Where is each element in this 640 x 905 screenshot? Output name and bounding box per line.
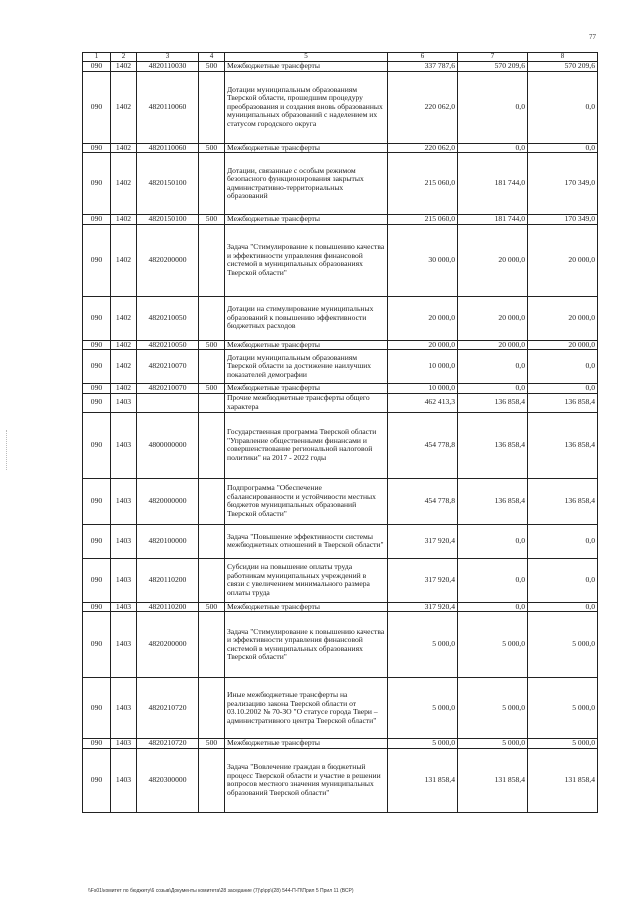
table-row: [83, 524, 598, 558]
cell-target-code: 4820110200: [137, 558, 199, 602]
header-cell: 2: [111, 53, 137, 62]
cell-section-code: 1402: [111, 71, 137, 143]
cell-amount-1: 317 920,4: [388, 524, 458, 558]
cell-ministry-code: 090: [83, 739, 111, 749]
cell-expense-type: [199, 393, 225, 412]
cell-description: Дотации, связанные с особым режимом безопасного функционирования закрытых административно-территориальных образований: [225, 153, 388, 215]
table-row: [83, 558, 598, 602]
cell-section-code: 1402: [111, 296, 137, 340]
cell-amount-3: 170 349,0: [528, 215, 598, 225]
cell-target-code: 4800000000: [137, 412, 199, 478]
cell-section-code: 1402: [111, 224, 137, 296]
header-cell: 3: [137, 53, 199, 62]
cell-description: Государственная программа Тверской области "Управление общественными финансами и совершенствование региональной налоговой политики" на 2017 - 2022 годы: [225, 412, 388, 478]
cell-amount-1: 215 060,0: [388, 153, 458, 215]
table-row: [83, 412, 598, 478]
cell-target-code: 4820110060: [137, 71, 199, 143]
cell-amount-2: 570 209,6: [458, 62, 528, 72]
cell-target-code: 4820300000: [137, 748, 199, 812]
cell-section-code: 1403: [111, 412, 137, 478]
cell-ministry-code: 090: [83, 524, 111, 558]
cell-ministry-code: 090: [83, 340, 111, 350]
cell-expense-type: 500: [199, 62, 225, 72]
cell-expense-type: 500: [199, 340, 225, 350]
cell-amount-2: 181 744,0: [458, 153, 528, 215]
cell-ministry-code: 090: [83, 412, 111, 478]
cell-ministry-code: 090: [83, 748, 111, 812]
cell-expense-type: [199, 296, 225, 340]
cell-description: Дотации муниципальным образованиям Тверской области, прошедшим процедуру преобразования и создания вновь образованных муниципальных образований с наделением их статусом городского округа: [225, 71, 388, 143]
cell-amount-1: 454 778,8: [388, 478, 458, 524]
cell-amount-2: 136 858,4: [458, 393, 528, 412]
cell-expense-type: 500: [199, 215, 225, 225]
cell-amount-3: 136 858,4: [528, 412, 598, 478]
cell-amount-1: 5 000,0: [388, 612, 458, 678]
cell-amount-3: 0,0: [528, 143, 598, 153]
cell-amount-3: 170 349,0: [528, 153, 598, 215]
cell-description: Межбюджетные трансферты: [225, 143, 388, 153]
cell-amount-2: 20 000,0: [458, 224, 528, 296]
cell-description: Межбюджетные трансферты: [225, 739, 388, 749]
cell-ministry-code: 090: [83, 215, 111, 225]
header-cell: 4: [199, 53, 225, 62]
cell-amount-1: 220 062,0: [388, 143, 458, 153]
table-row: [83, 71, 598, 143]
cell-section-code: 1403: [111, 748, 137, 812]
cell-amount-3: 136 858,4: [528, 393, 598, 412]
table-row: [83, 748, 598, 812]
cell-amount-1: 454 778,8: [388, 412, 458, 478]
cell-amount-2: 0,0: [458, 384, 528, 394]
cell-amount-1: 20 000,0: [388, 340, 458, 350]
cell-expense-type: [199, 678, 225, 739]
cell-amount-2: 5 000,0: [458, 739, 528, 749]
cell-ministry-code: 090: [83, 224, 111, 296]
cell-amount-1: 462 413,3: [388, 393, 458, 412]
cell-target-code: 4820210050: [137, 296, 199, 340]
cell-section-code: 1403: [111, 393, 137, 412]
cell-expense-type: [199, 612, 225, 678]
table-row: [83, 215, 598, 225]
table-header-row: [83, 53, 598, 62]
table-row: [83, 224, 598, 296]
table-row: [83, 393, 598, 412]
cell-amount-3: 5 000,0: [528, 739, 598, 749]
cell-description: Дотации на стимулирование муниципальных образований к повышению эффективности бюджетных расходов: [225, 296, 388, 340]
cell-amount-3: 570 209,6: [528, 62, 598, 72]
cell-section-code: 1403: [111, 739, 137, 749]
cell-target-code: 4820210070: [137, 384, 199, 394]
header-cell: 8: [528, 53, 598, 62]
cell-description: Задача "Стимулирование к повышению качества и эффективности управления финансовой системой в муниципальных образованиях Тверской области": [225, 612, 388, 678]
cell-section-code: 1403: [111, 478, 137, 524]
scan-edge-mark: [6, 430, 8, 470]
table-row: [83, 340, 598, 350]
table-row: [83, 62, 598, 72]
cell-target-code: 4820110030: [137, 62, 199, 72]
cell-description: Межбюджетные трансферты: [225, 62, 388, 72]
cell-section-code: 1402: [111, 340, 137, 350]
cell-ministry-code: 090: [83, 602, 111, 612]
cell-description: Субсидии на повышение оплаты труда работникам муниципальных учреждений в связи с увеличением минимального размера оплаты труда: [225, 558, 388, 602]
table-row: [83, 478, 598, 524]
cell-ministry-code: 090: [83, 384, 111, 394]
cell-amount-1: 10 000,0: [388, 384, 458, 394]
cell-amount-3: 20 000,0: [528, 296, 598, 340]
cell-section-code: 1402: [111, 350, 137, 384]
cell-amount-3: 20 000,0: [528, 224, 598, 296]
cell-section-code: 1402: [111, 62, 137, 72]
table-row: [83, 602, 598, 612]
header-cell: 7: [458, 53, 528, 62]
cell-section-code: 1402: [111, 143, 137, 153]
cell-section-code: 1403: [111, 678, 137, 739]
cell-target-code: 4820200000: [137, 612, 199, 678]
cell-amount-3: 0,0: [528, 384, 598, 394]
budget-table: [82, 52, 598, 813]
header-cell: 6: [388, 53, 458, 62]
cell-amount-3: 136 858,4: [528, 478, 598, 524]
cell-amount-1: 337 787,6: [388, 62, 458, 72]
cell-amount-2: 0,0: [458, 143, 528, 153]
cell-amount-1: 220 062,0: [388, 71, 458, 143]
cell-target-code: 4820200000: [137, 224, 199, 296]
cell-expense-type: 500: [199, 143, 225, 153]
page-number: 77: [589, 33, 596, 41]
cell-amount-1: 20 000,0: [388, 296, 458, 340]
cell-amount-2: 136 858,4: [458, 478, 528, 524]
cell-target-code: 4820150100: [137, 153, 199, 215]
cell-ministry-code: 090: [83, 62, 111, 72]
cell-target-code: 4820150100: [137, 215, 199, 225]
cell-amount-1: 10 000,0: [388, 350, 458, 384]
cell-amount-1: 317 920,4: [388, 558, 458, 602]
cell-description: Дотации муниципальным образованиям Тверской области за достижение наилучших показателей демографии: [225, 350, 388, 384]
cell-amount-2: 5 000,0: [458, 612, 528, 678]
cell-amount-1: 131 858,4: [388, 748, 458, 812]
cell-expense-type: [199, 558, 225, 602]
cell-amount-2: 20 000,0: [458, 340, 528, 350]
cell-amount-2: 136 858,4: [458, 412, 528, 478]
table-row: [83, 739, 598, 749]
cell-description: Межбюджетные трансферты: [225, 602, 388, 612]
cell-description: Подпрограмма "Обеспечение сбалансированности и устойчивости местных бюджетов муниципальных образований Тверской области": [225, 478, 388, 524]
cell-amount-2: 0,0: [458, 558, 528, 602]
cell-target-code: [137, 393, 199, 412]
cell-amount-2: 5 000,0: [458, 678, 528, 739]
header-cell: 1: [83, 53, 111, 62]
cell-section-code: 1403: [111, 612, 137, 678]
cell-target-code: 4820210720: [137, 678, 199, 739]
cell-amount-3: 0,0: [528, 350, 598, 384]
cell-section-code: 1402: [111, 215, 137, 225]
cell-description: Задача "Вовлечение граждан в бюджетный процесс Тверской области и участие в решении вопросов местного значения муниципальных образований Тверской области": [225, 748, 388, 812]
cell-ministry-code: 090: [83, 71, 111, 143]
cell-expense-type: 500: [199, 739, 225, 749]
cell-expense-type: [199, 350, 225, 384]
cell-ministry-code: 090: [83, 143, 111, 153]
cell-target-code: 4820210050: [137, 340, 199, 350]
cell-expense-type: [199, 71, 225, 143]
cell-amount-1: 317 920,4: [388, 602, 458, 612]
cell-section-code: 1403: [111, 602, 137, 612]
cell-amount-2: 0,0: [458, 602, 528, 612]
table-row: [83, 296, 598, 340]
cell-target-code: 4820110200: [137, 602, 199, 612]
cell-target-code: 4820000000: [137, 478, 199, 524]
cell-target-code: 4820110060: [137, 143, 199, 153]
cell-ministry-code: 090: [83, 350, 111, 384]
header-cell: 5: [225, 53, 388, 62]
cell-target-code: 4820210070: [137, 350, 199, 384]
cell-amount-2: 0,0: [458, 524, 528, 558]
cell-amount-2: 181 744,0: [458, 215, 528, 225]
cell-description: Задача "Повышение эффективности системы межбюджетных отношений в Тверской области": [225, 524, 388, 558]
cell-description: Межбюджетные трансферты: [225, 340, 388, 350]
cell-amount-2: 131 858,4: [458, 748, 528, 812]
cell-expense-type: 500: [199, 384, 225, 394]
cell-amount-2: 20 000,0: [458, 296, 528, 340]
cell-amount-1: 5 000,0: [388, 739, 458, 749]
cell-amount-2: 0,0: [458, 350, 528, 384]
cell-ministry-code: 090: [83, 478, 111, 524]
cell-target-code: 4820210720: [137, 739, 199, 749]
cell-expense-type: [199, 524, 225, 558]
cell-expense-type: 500: [199, 602, 225, 612]
cell-description: Межбюджетные трансферты: [225, 384, 388, 394]
cell-section-code: 1403: [111, 558, 137, 602]
table-row: [83, 384, 598, 394]
cell-amount-1: 215 060,0: [388, 215, 458, 225]
file-path-footer: \\Fs01\комитет по бюджету\6 созыв\Документы комитета\28 заседание (7)\р\рр\(28) 544-П-П\Прил 5 Прил 11 (ВСР): [88, 888, 354, 894]
cell-description: Задача "Стимулирование к повышению качества и эффективности управления финансовой системой в муниципальных образованиях Тверской области": [225, 224, 388, 296]
cell-description: Иные межбюджетные трансферты на реализацию закона Тверской области от 03.10.2002 № 70-ЗО "О статусе города Твери – административного центра Тверской области": [225, 678, 388, 739]
cell-expense-type: [199, 748, 225, 812]
cell-amount-3: 131 858,4: [528, 748, 598, 812]
cell-expense-type: [199, 224, 225, 296]
cell-ministry-code: 090: [83, 678, 111, 739]
cell-amount-1: 5 000,0: [388, 678, 458, 739]
cell-amount-3: 5 000,0: [528, 612, 598, 678]
cell-section-code: 1403: [111, 524, 137, 558]
table-row: [83, 612, 598, 678]
cell-amount-3: 0,0: [528, 602, 598, 612]
table-row: [83, 678, 598, 739]
cell-amount-3: 5 000,0: [528, 678, 598, 739]
cell-amount-3: 20 000,0: [528, 340, 598, 350]
table-row: [83, 143, 598, 153]
table-row: [83, 153, 598, 215]
cell-target-code: 4820100000: [137, 524, 199, 558]
cell-section-code: 1402: [111, 384, 137, 394]
cell-ministry-code: 090: [83, 393, 111, 412]
cell-expense-type: [199, 412, 225, 478]
cell-amount-1: 30 000,0: [388, 224, 458, 296]
cell-amount-3: 0,0: [528, 524, 598, 558]
cell-amount-3: 0,0: [528, 558, 598, 602]
cell-ministry-code: 090: [83, 558, 111, 602]
cell-description: Межбюджетные трансферты: [225, 215, 388, 225]
cell-section-code: 1402: [111, 153, 137, 215]
cell-description: Прочие межбюджетные трансферты общего характера: [225, 393, 388, 412]
cell-ministry-code: 090: [83, 153, 111, 215]
cell-expense-type: [199, 478, 225, 524]
cell-amount-2: 0,0: [458, 71, 528, 143]
cell-expense-type: [199, 153, 225, 215]
cell-amount-3: 0,0: [528, 71, 598, 143]
table-row: [83, 350, 598, 384]
cell-ministry-code: 090: [83, 612, 111, 678]
cell-ministry-code: 090: [83, 296, 111, 340]
